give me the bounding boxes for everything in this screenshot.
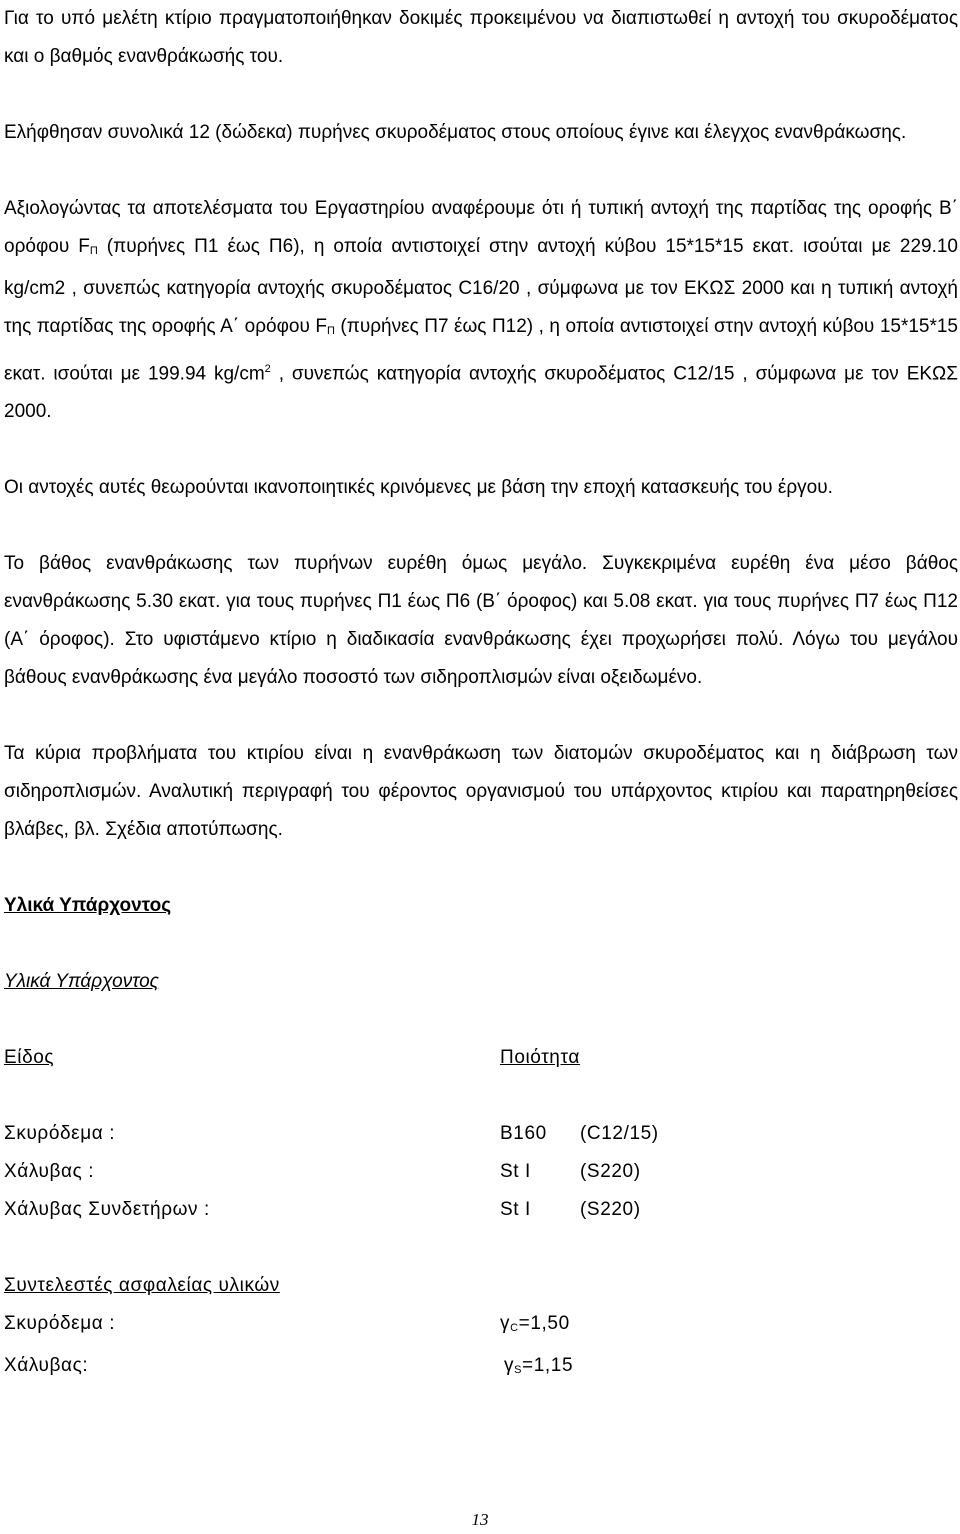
safety-title-row bbox=[4, 1267, 958, 1305]
material-row bbox=[4, 1153, 958, 1191]
materials-header bbox=[4, 1039, 958, 1077]
gamma-symbol: γ bbox=[504, 1355, 515, 1377]
heading-existing-materials: Υλικά Υπάρχοντος bbox=[4, 895, 172, 917]
safety-factor bbox=[500, 1347, 780, 1389]
subscript-pi-2: Π bbox=[326, 325, 335, 337]
material-class: (C12/15) bbox=[580, 1123, 659, 1145]
page-number: 13 bbox=[471, 1510, 489, 1529]
material-class: (S220) bbox=[580, 1161, 641, 1183]
paragraph-cores: Ελήφθησαν συνολικά 12 (δώδεκα) πυρήνες σκυροδέματος στους οποίους έγινε και έλεγχος ενανθράκωσης. bbox=[4, 122, 907, 143]
material-name: Σκυρόδεμα : bbox=[4, 1123, 116, 1145]
paragraph-problems: Τα κύρια προβλήματα του κτιρίου είναι η ενανθράκωση των διατομών σκυροδέματος και η διάβρωση των σιδηροπλισμών. Αναλυτική περιγραφή του φέροντος οργανισμού του υπάρχοντος κτιρίου και παρατηρηθείσες βλάβες, βλ. Σχέδια αποτύπωσης. bbox=[4, 743, 958, 841]
material-grade: St I bbox=[500, 1161, 531, 1183]
safety-row bbox=[4, 1347, 958, 1389]
column-quality: Ποιότητα bbox=[500, 1047, 580, 1069]
paragraph-carbonation: Το βάθος ενανθράκωσης των πυρήνων ευρέθη όμως μεγάλο. Συγκεκριμένα ευρέθη ένα μέσο βάθος ενανθράκωσης 5.30 εκατ. για τους πυρήνες Π1 έως Π6 (Β΄ όροφος) και 5.08 εκατ. για τους πυρήνες Π7 έως Π12 (Α΄ όροφος). Στο υφιστάμενο κτίριο η διαδικασία ενανθράκωσης έχει προχωρήσει πολύ. Λόγω του μεγάλου βάθους ενανθράκωσης ένα μεγάλο ποσοστό των σιδηροπλισμών είναι οξειδωμένο. bbox=[4, 553, 958, 689]
strength-text-b: (πυρήνες Π1 έως Π6), η οποία αντιστοιχεί στην αντοχή κύβου 15*15*15 εκατ. ισούται με 229.10 kg/cm2 , συνεπώς κατηγορία αντοχής σκυροδέματος C16/20 , σύμφωνα με τον ΕΚΩΣ 2000 και η τυπική αντοχή της παρτίδας της οροφής Α΄ ορόφου F bbox=[4, 236, 958, 337]
gamma-symbol: γ bbox=[500, 1313, 511, 1335]
material-grade: Β160 bbox=[500, 1123, 547, 1145]
superscript-2: 2 bbox=[264, 363, 271, 375]
safety-value: =1,50 bbox=[518, 1313, 570, 1335]
paragraph-adequacy: Οι αντοχές αυτές θεωρούνται ικανοποιητικές κρινόμενες με βάση την εποχή κατασκευής του έργου. bbox=[4, 477, 833, 499]
safety-name: Χάλυβας: bbox=[4, 1355, 89, 1377]
material-row bbox=[4, 1191, 958, 1229]
material-name: Χάλυβας Συνδετήρων : bbox=[4, 1199, 210, 1221]
document-page bbox=[4, 0, 958, 1389]
subheading-existing-materials: Υλικά Υπάρχοντος bbox=[4, 971, 159, 993]
column-kind: Είδος bbox=[4, 1047, 55, 1069]
safety-name: Σκυρόδεμα : bbox=[4, 1313, 116, 1335]
material-row bbox=[4, 1115, 958, 1153]
strength-text-a: Αξιολογώντας τα αποτελέσματα του Εργαστηρίου αναφέρουμε ότι ή τυπική αντοχή της παρτίδας της οροφής Β΄ ορόφου F bbox=[4, 198, 958, 257]
material-class: (S220) bbox=[580, 1199, 641, 1221]
strength-text-d: , συνεπώς κατηγορία αντοχής σκυροδέματος C12/15 , σύμφωνα με τον ΕΚΩΣ 2000. bbox=[4, 363, 958, 423]
paragraph-strength bbox=[4, 190, 958, 431]
material-grade: St I bbox=[500, 1199, 531, 1221]
gamma-subscript: S bbox=[514, 1364, 523, 1377]
safety-row bbox=[4, 1305, 958, 1347]
safety-factor bbox=[500, 1305, 780, 1347]
safety-factors-title: Συντελεστές ασφαλείας υλικών bbox=[4, 1275, 280, 1297]
gamma-subscript: C bbox=[510, 1322, 519, 1335]
safety-value: =1,15 bbox=[522, 1355, 574, 1377]
strength-text-c: (πυρήνες Π7 έως Π12) , η οποία αντιστοιχεί στην αντοχή κύβου 15*15*15 εκατ. ισούται με 199.94 kg/cm bbox=[4, 316, 959, 385]
subscript-pi-1: Π bbox=[89, 245, 98, 257]
material-name: Χάλυβας : bbox=[4, 1161, 95, 1183]
paragraph-intro: Για το υπό μελέτη κτίριο πραγματοποιήθηκαν δοκιμές προκειμένου να διαπιστωθεί η αντοχή του σκυροδέματος και ο βαθμός ενανθράκωσής του. bbox=[4, 8, 958, 67]
